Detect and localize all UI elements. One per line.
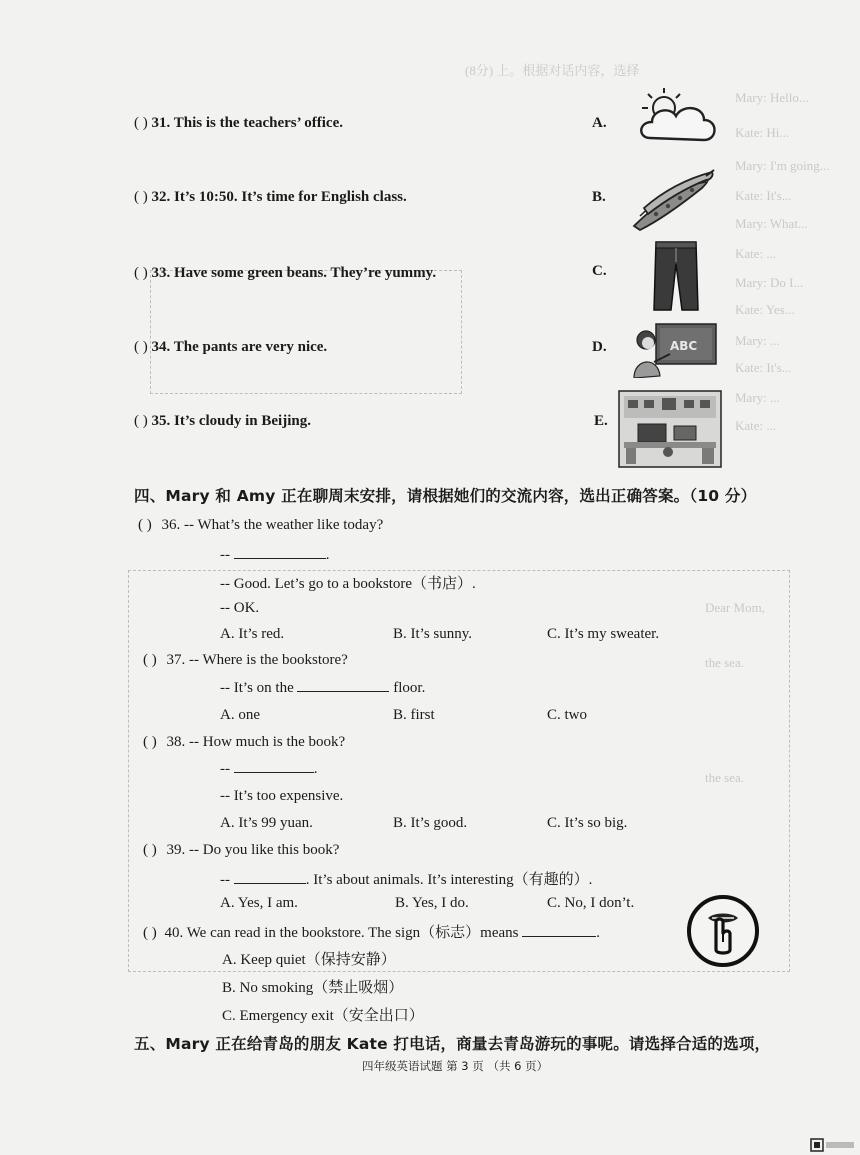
q36-line4: -- OK.: [220, 600, 260, 616]
question-text: 32. It’s 10:50. It’s time for English class.: [151, 189, 407, 205]
q37-option-a: A. one: [220, 707, 260, 723]
answer-paren[interactable]: ( ): [134, 189, 148, 205]
answer-paren[interactable]: ( ): [143, 734, 157, 750]
q36-option-b: B. It’s sunny.: [393, 626, 473, 642]
question-text: 34. The pants are very nice.: [151, 339, 328, 355]
question-text: 37. -- Where is the bookstore?: [166, 652, 348, 668]
q36-line3: -- Good. Let’s go to a bookstore（书店）.: [220, 576, 476, 592]
question-text: 33. Have some green beans. They’re yummy.: [151, 265, 437, 281]
question-text: 40. We can read in the bookstore. The sign（标志）means: [164, 925, 519, 941]
q40-option-c: C. Emergency exit（安全出口）: [222, 1008, 424, 1024]
question-text: 35. It’s cloudy in Beijing.: [151, 413, 311, 429]
question-40: ( ) 40. We can read in the bookstore. The sign（标志）means .: [143, 925, 600, 941]
q36-answer-line: -- .: [220, 547, 330, 563]
answer-blank[interactable]: [234, 883, 306, 884]
teacher-board-icon: [630, 318, 718, 378]
question-36: [138, 517, 383, 534]
question-39: [143, 842, 339, 859]
q38-line3: -- It’s too expensive.: [220, 788, 344, 804]
section4-heading: 四、Mary 和 Amy 正在聊周末安排，请根据她们的交流内容，选出正确答案。（10 分）: [134, 487, 757, 505]
cloud-sun-icon: [628, 86, 720, 148]
question-34: [134, 339, 327, 356]
q37-option-c: C. two: [547, 707, 588, 723]
answer-blank[interactable]: [522, 936, 596, 937]
q40-option-a: A. Keep quiet（保持安静）: [222, 952, 396, 968]
answer-paren[interactable]: ( ): [134, 115, 148, 131]
question-35: [134, 413, 311, 430]
green-beans-icon: [626, 168, 718, 232]
q39-answer-line: -- . It’s about animals. It’s interesting（有趣的）.: [220, 872, 593, 888]
q36-option-a: A. It’s red.: [220, 626, 285, 642]
q38-option-b: B. It’s good.: [393, 815, 468, 831]
answer-paren[interactable]: ( ): [143, 652, 157, 668]
picture-letter-d: D.: [592, 339, 607, 355]
question-33: [134, 265, 436, 282]
q40-option-b: B. No smoking（禁止吸烟）: [222, 980, 404, 996]
answer-blank[interactable]: [234, 558, 326, 559]
answer-paren[interactable]: ( ): [134, 265, 148, 281]
question-text: 39. -- Do you like this book?: [166, 842, 340, 858]
answer-paren[interactable]: ( ): [134, 413, 148, 429]
section5-heading: 五、Mary 正在给青岛的朋友 Kate 打电话，商量去青岛游玩的事呢。请选择合适的选项，: [134, 1035, 771, 1053]
q38-option-a: A. It’s 99 yuan.: [220, 815, 313, 831]
picture-letter-a: A.: [592, 115, 607, 131]
picture-letter-e: E.: [594, 413, 608, 429]
svg-text:ABC: ABC: [670, 339, 698, 353]
question-38: [143, 734, 345, 751]
answer-blank[interactable]: [234, 772, 314, 773]
q39-option-b: B. Yes, I do.: [395, 895, 469, 911]
question-text: 36. -- What’s the weather like today?: [161, 517, 384, 533]
question-text: 38. -- How much is the book?: [166, 734, 346, 750]
answer-blank[interactable]: [297, 691, 389, 692]
q38-answer-line: -- .: [220, 761, 318, 777]
answer-paren[interactable]: ( ): [143, 925, 157, 941]
picture-letter-b: B.: [592, 189, 606, 205]
office-icon: [618, 390, 722, 468]
question-text: 31. This is the teachers’ office.: [151, 115, 343, 131]
question-37: [143, 652, 348, 669]
keep-quiet-sign-icon: [686, 894, 760, 968]
q39-option-a: A. Yes, I am.: [220, 895, 298, 911]
question-31: [134, 115, 343, 132]
qr-code-icon: [810, 1138, 856, 1152]
question-32: [134, 189, 407, 206]
answer-paren[interactable]: ( ): [143, 842, 157, 858]
answer-paren[interactable]: ( ): [138, 517, 152, 533]
pants-icon: [650, 238, 702, 314]
q37-option-b: B. first: [393, 707, 435, 723]
q36-option-c: C. It’s my sweater.: [547, 626, 660, 642]
exam-page: (8分) 上。根据对话内容，选择 Mary: Hello... Kate: Hi... Mary: I'm going... Kate: It's... Mary: What... Kate: ... Mary: Do I... Kate: Yes... Mary: ... Kate: It's... Mary: ... Kate: ... Dear Mom, the sea. the sea. ( ) 31. This is the teachers’ office. ( ) 32. It’s 10:50. It’s time for English class. ( ) 33. Have some green beans. They’re yummy. ( ) 34. The pants are very nice. ( ) 35. It’s cloudy in Beijing. A. B. C. D. E. ABC 四、Mary 和 Amy 正在聊周末安排，请根据她们的交流内容，选出正确答案。（10 分） ( ) 36. -- What’s the weather like today? -- . -- Good. Let’s go to a bookstore（书店）. -- OK. A. It’s red. B. It’s sunny. C. It’s my sweater. ( ) 37. -- Where is the bookstore? -- It’s on the floor. A. one B. first C. two ( ) 38. -- How much is the book? -- . -- It’s too expensive. A. It’s 99 yuan. B. It’s good. C. It’s so big. ( ) 39. -- Do you like this book? -- . It’s about animals. It’s interesting（有趣的）. A. Yes, I am. B. Yes, I do. C. No, I don’t. ( ) 40. We can read in the bookstore. The sign（标志）means . A. Keep quiet（保持安静） B. No smoking（禁止吸烟） C. Emergency exit（安全出口） 五、Mary 正在给青岛的朋友 Kate 打电话，商量去青岛游玩的事呢。请选择合适的选项， 四年级英语试题 第 3 页 （共 6 页）: [0, 0, 860, 1155]
answer-paren[interactable]: ( ): [134, 339, 148, 355]
picture-letter-c: C.: [592, 263, 607, 279]
q39-option-c: C. No, I don’t.: [547, 895, 635, 911]
q37-answer-line: -- It’s on the floor.: [220, 680, 426, 696]
faint-option-box: [150, 270, 462, 394]
q38-option-c: C. It’s so big.: [547, 815, 628, 831]
page-footer: 四年级英语试题 第 3 页 （共 6 页）: [362, 1059, 549, 1073]
